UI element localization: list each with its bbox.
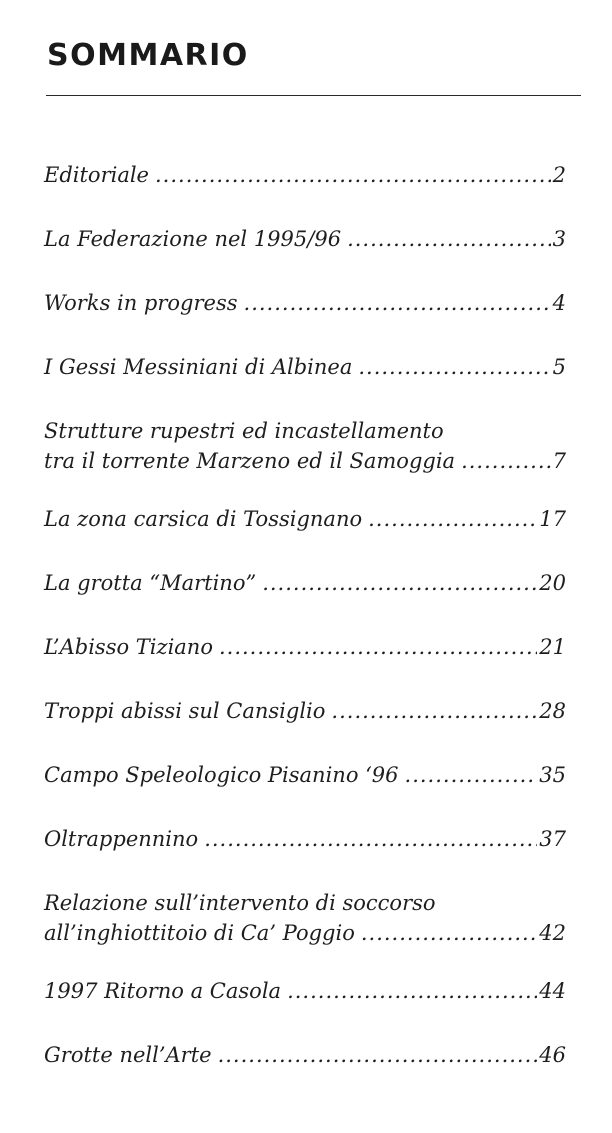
toc-entry[interactable]	[44, 416, 566, 476]
toc-page-number: 35	[539, 763, 566, 787]
toc-page-number: 5	[552, 355, 566, 379]
toc-entry[interactable]	[44, 568, 566, 598]
toc-entry-title: Works in progress	[44, 291, 238, 315]
toc-entry-title: 1997 Ritorno a Casola	[44, 979, 282, 1003]
dot-leader	[204, 824, 537, 854]
toc-page-number: 17	[539, 507, 566, 531]
toc-entry-title: all’inghiottitoio di Ca’ Poggio	[44, 921, 355, 945]
dot-leader	[461, 446, 551, 476]
title-divider	[46, 95, 581, 96]
toc-page-number: 42	[539, 921, 566, 945]
toc-entry-title: Oltrappennino	[44, 827, 199, 851]
toc-page-number: 2	[552, 163, 566, 187]
toc-page-number: 46	[539, 1043, 566, 1067]
toc-page-number: 44	[539, 979, 566, 1003]
toc-page-number: 3	[552, 227, 566, 251]
toc-entry-title: Campo Speleologico Pisanino ‘96	[44, 763, 399, 787]
dot-leader	[361, 918, 537, 948]
toc-entry-title: Editoriale	[44, 163, 149, 187]
toc-entry[interactable]	[44, 288, 566, 318]
toc-entry-title: Troppi abissi sul Cansiglio	[44, 699, 326, 723]
dot-leader	[244, 288, 551, 318]
dot-leader	[262, 568, 537, 598]
toc-page-number: 4	[552, 291, 566, 315]
dot-leader	[331, 696, 537, 726]
dot-leader	[368, 504, 537, 534]
toc-entry[interactable]	[44, 504, 566, 534]
toc-entry-title: La Federazione nel 1995/96	[44, 227, 342, 251]
toc-entry-title: La grotta “Martino”	[44, 571, 257, 595]
toc-entry[interactable]	[44, 824, 566, 854]
toc-entry-title-line1: Relazione sull’intervento di soccorso	[44, 891, 436, 915]
dot-leader	[155, 160, 551, 190]
dot-leader	[287, 976, 537, 1006]
toc-entry[interactable]	[44, 760, 566, 790]
toc-page-number: 37	[539, 827, 566, 851]
toc-entry-title: Grotte nell’Arte	[44, 1043, 212, 1067]
toc-page-number: 7	[552, 449, 566, 473]
toc-page-number: 28	[539, 699, 566, 723]
dot-leader	[218, 1040, 538, 1070]
toc-entry[interactable]	[44, 632, 566, 662]
toc-entry-title: La zona carsica di Tossignano	[44, 507, 363, 531]
toc-entry[interactable]	[44, 224, 566, 254]
table-of-contents	[44, 160, 566, 1104]
toc-entry-title: I Gessi Messiniani di Albinea	[44, 355, 353, 379]
toc-entry[interactable]	[44, 976, 566, 1006]
toc-entry-title-line1: Strutture rupestri ed incastellamento	[44, 419, 444, 443]
toc-entry[interactable]	[44, 888, 566, 948]
toc-entry-title: tra il torrente Marzeno ed il Samoggia	[44, 449, 456, 473]
toc-entry[interactable]	[44, 696, 566, 726]
page-title: SOMMARIO	[47, 38, 249, 73]
toc-entry[interactable]	[44, 1040, 566, 1070]
dot-leader	[405, 760, 538, 790]
toc-page-number: 21	[539, 635, 566, 659]
dot-leader	[358, 352, 550, 382]
toc-entry[interactable]	[44, 160, 566, 190]
toc-entry[interactable]	[44, 352, 566, 382]
toc-entry-title: L’Abisso Tiziano	[44, 635, 213, 659]
toc-page-number: 20	[539, 571, 566, 595]
dot-leader	[219, 632, 537, 662]
dot-leader	[347, 224, 551, 254]
